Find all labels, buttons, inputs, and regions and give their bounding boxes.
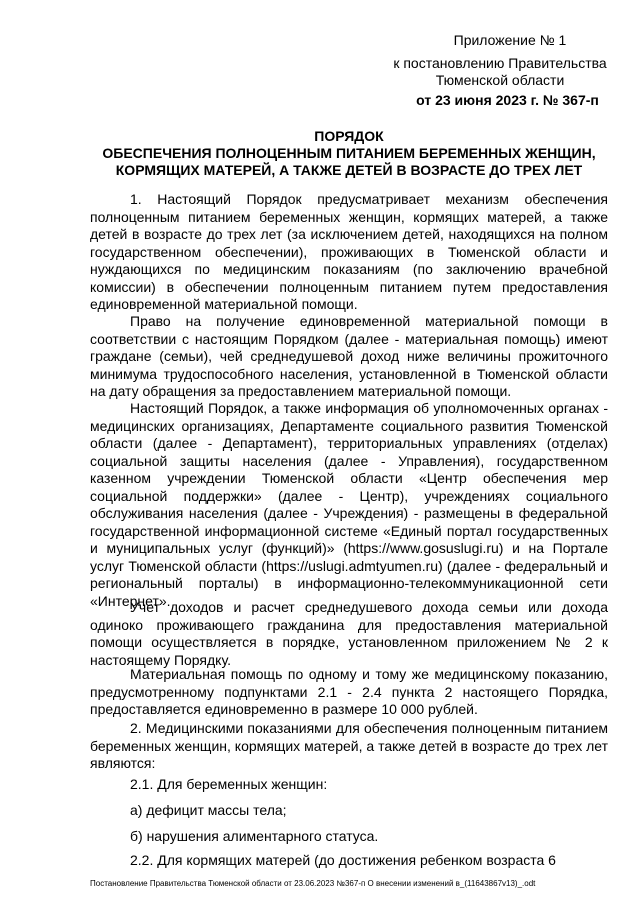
subparagraph-2-1: 2.1. Для беременных женщин: [130,776,328,792]
paragraph-1: 1. Настоящий Порядок предусматривает механизм обеспечения полноценным питанием беременных женщин, кормящих матерей, а также детей в возрасте до трех лет (за исключением детей, находящихся на полном государственном обеспечении), проживающих в Тюменской области и нуждающихся по медицинским показаниям (по заключению врачебной комиссии) в обеспечении полноценным питанием путем предоставления единовременной материальной помощи. [90,191,608,312]
page-footer: Постановление Правительства Тюменской области от 23.06.2023 №367-п О внесении изменений в_(11643867v13)_.odt [90,879,536,888]
appendix-date: от 23 июня 2023 г. № 367-п [416,92,599,108]
document-title: ПОРЯДОК [314,128,384,144]
appendix-region: Тюменской области [435,72,565,88]
paragraph-income-calculation: Учет доходов и расчет среднедушевого дохода семьи или дохода одиноко проживающего гражданина для предоставления материальной помощи осуществляется в порядке, установленном приложением № 2 к настоящему Порядку. [90,599,608,668]
document-subtitle-line2: КОРМЯЩИХ МАТЕРЕЙ, А ТАКЖЕ ДЕТЕЙ В ВОЗРАСТЕ ДО ТРЕХ ЛЕТ [115,162,583,178]
list-item-b: б) нарушения алиментарного статуса. [130,828,379,844]
paragraph-right-to-aid: Право на получение единовременной материальной помощи в соответствии с настоящим Порядком (далее - материальная помощь) имеют граждане (семьи), чей среднедушевой доход ниже величины прожиточного минимума трудоспособного населения, установленной в Тюменской области на дату обращения за предоставлением материальной помощи. [90,313,608,399]
paragraph-information: Настоящий Порядок, а также информация об уполномоченных органах - медицинских организациях, Департаменте социального развития Тюменской области (далее - Департамент), территориальных управлениях (отделах) социальной защиты населения (далее - Управления), государственном казенном учреждении Тюменской области «Центр обеспечения мер социальной поддержки» (далее - Центр), учреждениях социального обслуживания населения (далее - Учреждения) - размещены в федеральной государственной информационной системе «Единый портал государственных и муниципальных услуг (функций)» (https://www.gosuslugi.ru) и на Портале услуг Тюменской области (https://uslugi.admtyumen.ru) (далее - федеральный и региональный порталы) в информационно-телекоммуникационной сети «Интернет». [90,400,608,609]
paragraph-2-medical-indications: 2. Медицинскими показаниями для обеспечения полноценным питанием беременных женщин, кормящих матерей, а также детей в возрасте до трех лет являются: [90,720,608,771]
appendix-reference: к постановлению Правительства [393,55,607,71]
document-subtitle-line1: ОБЕСПЕЧЕНИЯ ПОЛНОЦЕННЫМ ПИТАНИЕМ БЕРЕМЕННЫХ ЖЕНЩИН, [102,145,596,161]
appendix-title: Приложение № 1 [453,32,567,48]
subparagraph-2-2: 2.2. Для кормящих матерей (до достижения ребенком возраста 6 [130,852,556,868]
list-item-a: а) дефицит массы тела; [130,802,287,818]
paragraph-aid-amount: Материальная помощь по одному и тому же медицинскому показанию, предусмотренному подпунктами 2.1 - 2.4 пункта 2 настоящего Порядка, предоставляется единовременно в размере 10 000 рублей. [90,666,608,717]
